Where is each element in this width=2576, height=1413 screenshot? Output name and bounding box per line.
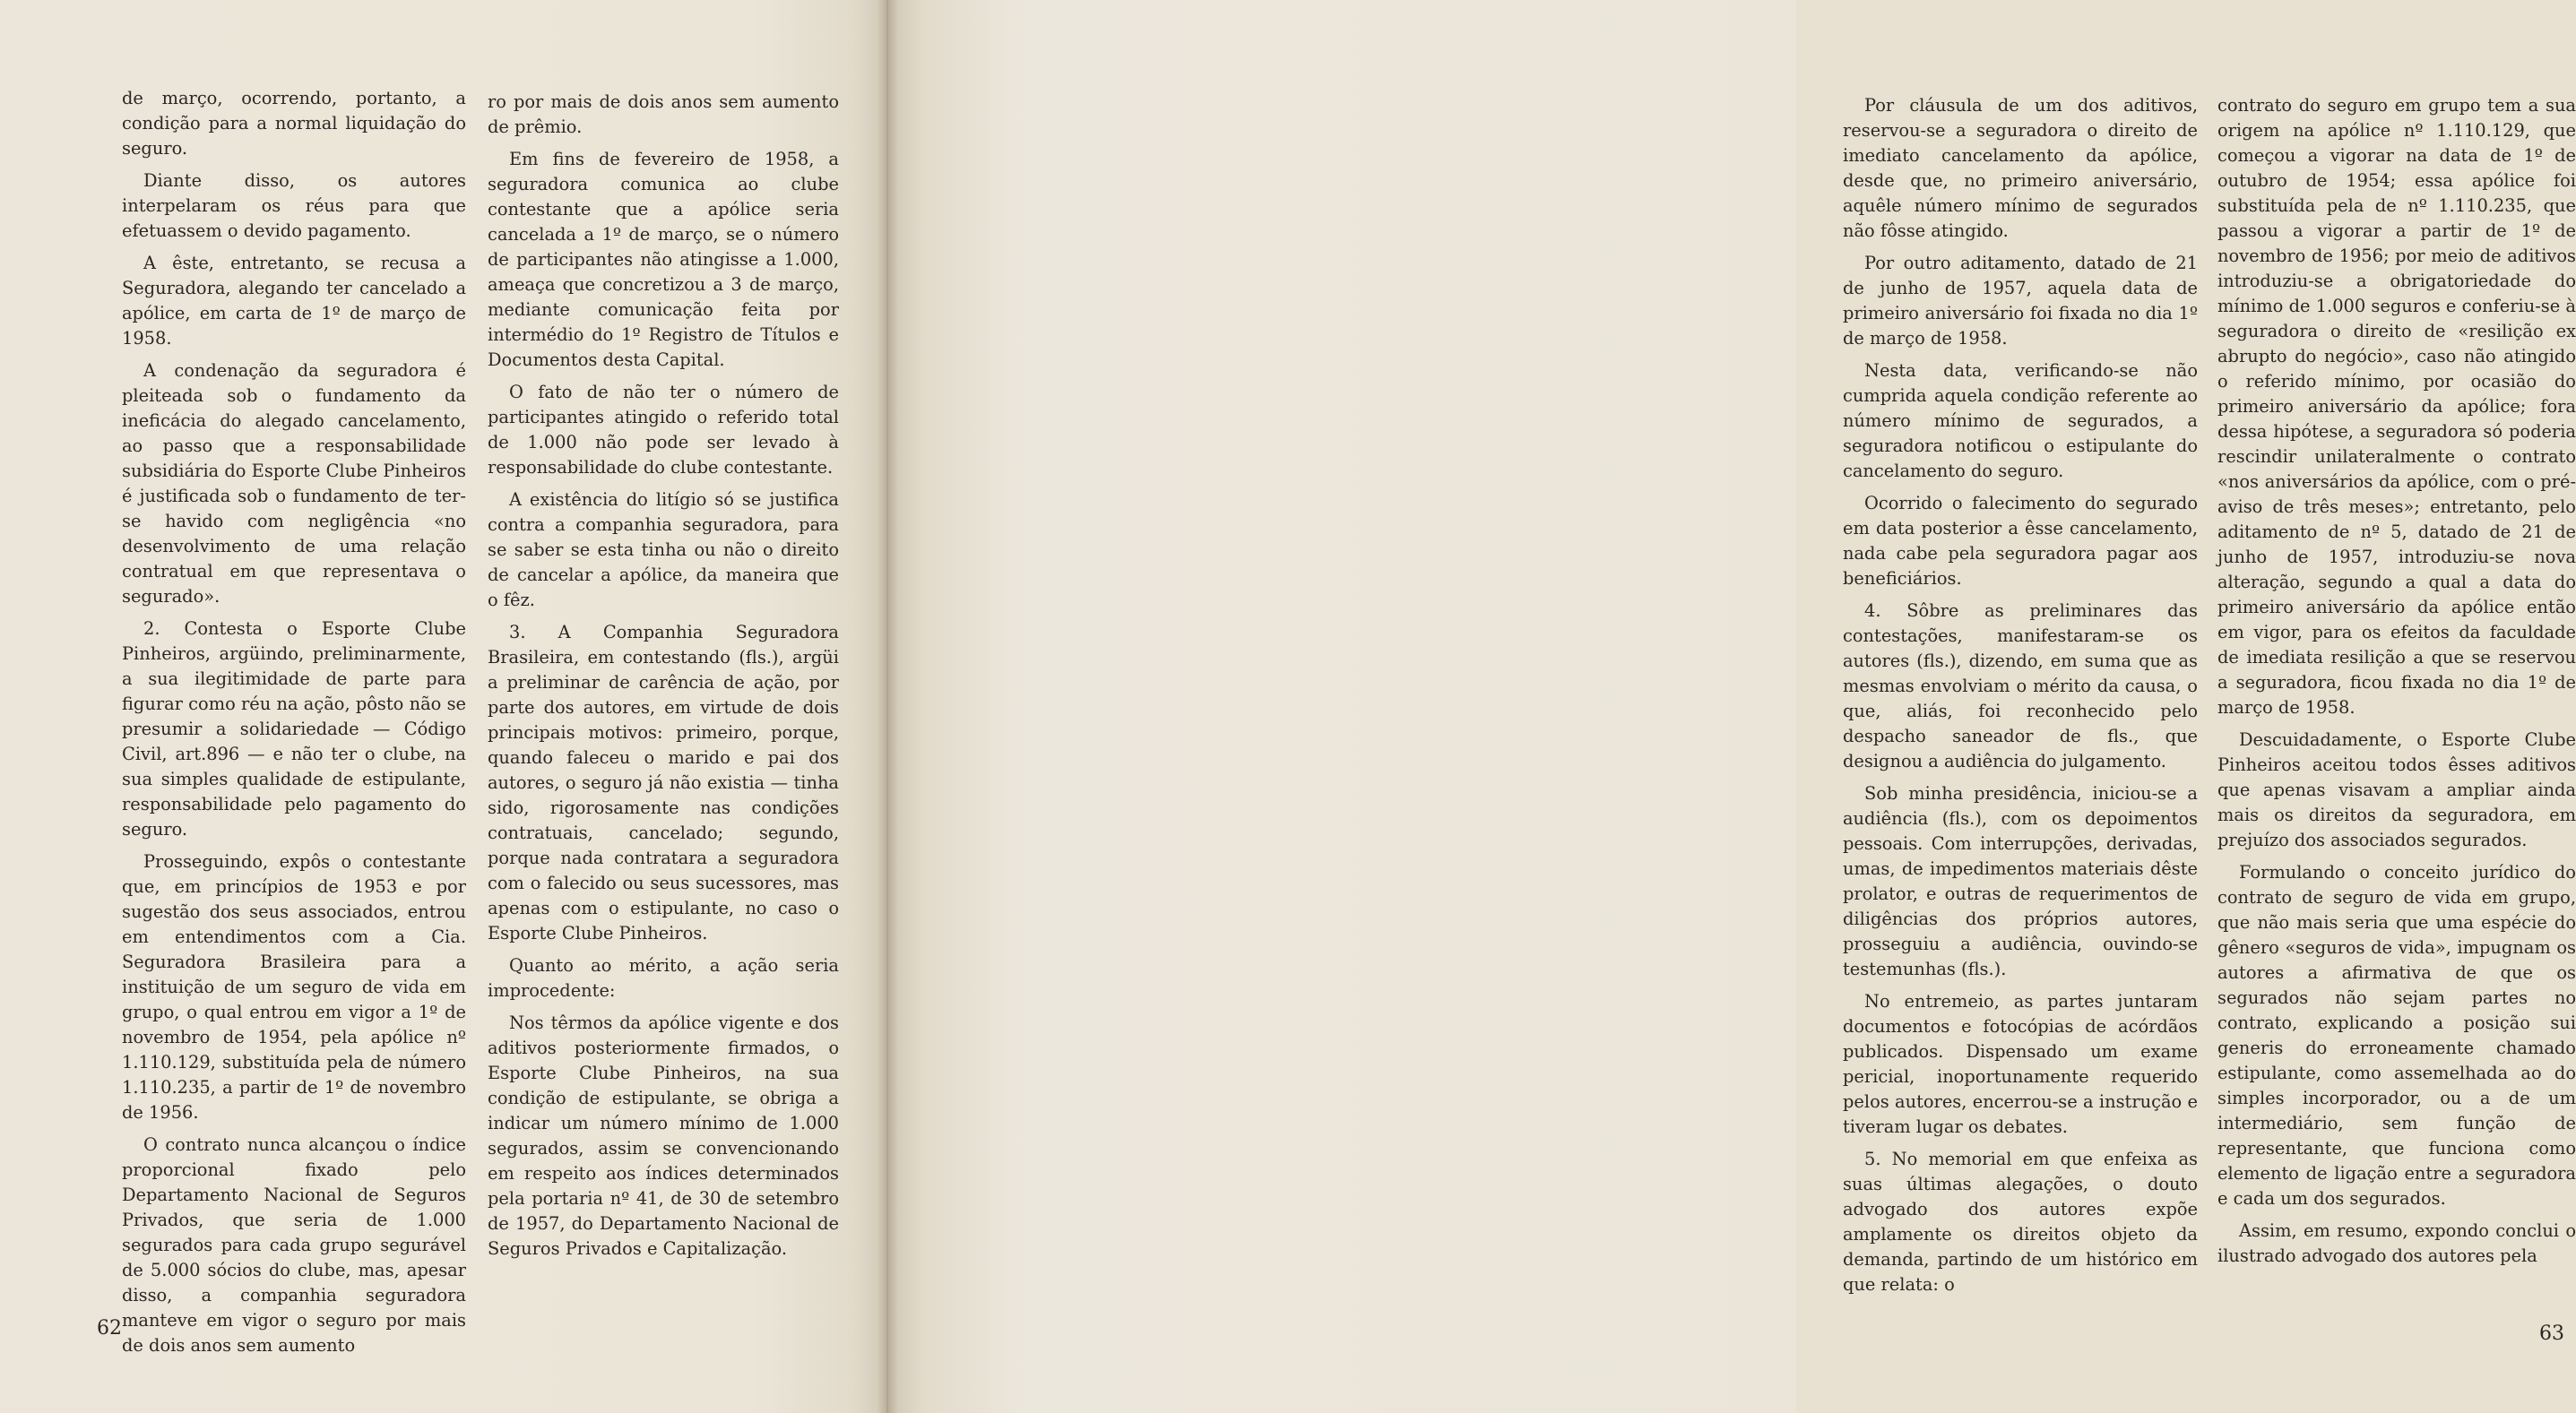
book-gutter	[877, 0, 898, 1413]
paragraph: Por cláusula de um dos aditivos, reservou-se a seguradora o direito de imediato cancelamento da apólice, desde que, no primeiro aniversário, aquêle número mínimo de segurados não fôsse atingido.	[1843, 95, 2198, 241]
paragraph: 2. Contesta o Esporte Clube Pinheiros, argüindo, preliminarmente, a sua ilegitimidade de parte para figurar como réu na ação, pôsto não se presumir a solidariedade — Código Civil, art.896 — e não ter o clube, na sua simples qualidade de estipulante, responsabilidade pelo pagamento do seguro.	[122, 618, 466, 840]
paragraph: contrato do seguro em grupo tem a sua origem na apólice nº 1.110.129, que começou a vigorar na data de 1º de outubro de 1954; essa apólice foi substituída pela de nº 1.110.235, que passou a vigorar a partir de 1º de novembro de 1956; por meio de aditivos introduziu-se a obrigatoriedade do mínimo de 1.000 seguros e conferiu-se à seguradora o direito de «resilição ex abrupto do negócio», caso não atingido o referido mínimo, por ocasião do primeiro aniversário da apólice; fora dessa hipótese, a seguradora só poderia rescindir unilateralmente o contrato «nos aniversários da apólice, com o pré-aviso de três meses»; entretanto, pelo aditamento de nº 5, datado de 21 de junho de 1957, introduziu-se nova alteração, segundo a qual a data do primeiro aniversário da apólice então em vigor, para os efeitos da faculdade de imediata resilição a que se reservou a seguradora, ficou fixada no dia 1º de março de 1958.	[2217, 95, 2576, 718]
paragraph: Formulando o conceito jurídico do contrato de seguro de vida em grupo, que não mais seria que uma espécie do gênero «seguros de vida», impugnam os autores a afirmativa de que os segurados não sejam partes no contrato, explicando a posição sui generis do erroneamente chamado estipulante, como assemelhada ao do simples incorporador, ou a de um intermediário, sem função de representante, que funciona como elemento de ligação entre a seguradora e cada um dos segurados.	[2217, 862, 2576, 1209]
paragraph: Diante disso, os autores interpelaram os réus para que efetuassem o devido pagamento.	[122, 170, 466, 241]
paragraph: Prosseguindo, expôs o contestante que, em princípios de 1953 e por sugestão dos seus associados, entrou em entendimentos com a Cia. Seguradora Brasileira para a instituição de um seguro de vida em grupo, o qual entrou em vigor a 1º de novembro de 1954, pela apólice nº 1.110.129, substituída pela de número 1.110.235, a partir de 1º de novembro de 1956.	[122, 851, 466, 1123]
paragraph: Assim, em resumo, expondo conclui o ilustrado advogado dos autores pela	[2217, 1220, 2576, 1266]
paragraph: A condenação da seguradora é pleiteada sob o fundamento da ineficácia do alegado cancelamento, ao passo que a responsabilidade subsidiária do Esporte Clube Pinheiros é justificada sob o fundamento de ter-se havido com negligência «no desenvolvimento de uma relação contratual em que representava o segurado».	[122, 360, 466, 607]
paragraph: de março, ocorrendo, portanto, a condição para a normal liquidação do seguro.	[122, 88, 466, 159]
paragraph: No entremeio, as partes juntaram documentos e fotocópias de acórdãos publicados. Dispensado um exame pericial, inoportunamente requerido pelos autores, encerrou-se a instrução e tiveram lugar os debates.	[1843, 991, 2198, 1137]
paragraph: 3. A Companhia Seguradora Brasileira, em contestando (fls.), argüi a preliminar de carência de ação, por parte dos autores, em virtude de dois principais motivos: primeiro, porque, quando faleceu o marido e pai dos autores, o seguro já não existia — tinha sido, rigorosamente nas condições contratuais, cancelado; segundo, porque nada contratara a seguradora com o falecido ou seus sucessores, mas apenas com o estipulante, no caso o Esporte Clube Pinheiros.	[488, 622, 839, 943]
left-page	[0, 0, 887, 1413]
paragraph: O contrato nunca alcançou o índice proporcional fixado pelo Departamento Nacional de Seguros Privados, que seria de 1.000 segurados para cada grupo segurável de 5.000 sócios do clube, mas, apesar disso, a companhia seguradora manteve em vigor o seguro por mais de dois anos sem aumento	[122, 1134, 466, 1356]
paragraph: O fato de não ter o número de participantes atingido o referido total de 1.000 não pode ser levado à responsabilidade do clube contestante.	[488, 382, 839, 478]
paragraph: Quanto ao mérito, a ação seria improcedente:	[488, 955, 839, 1001]
paragraph: Nesta data, verificando-se não cumprida aquela condição referente ao número mínimo de segurados, a seguradora notificou o estipulante do cancelamento do seguro.	[1843, 360, 2198, 481]
right-page-column-2	[2217, 93, 2576, 1276]
page-number-right: 63	[2539, 1323, 2564, 1345]
left-page-column-1	[122, 86, 466, 1366]
left-page-column-2	[488, 90, 839, 1269]
right-page	[887, 0, 2576, 1413]
page-number-left: 62	[97, 1317, 122, 1340]
paragraph: 4. Sôbre as preliminares das contestações, manifestaram-se os autores (fls.), dizendo, em suma que as mesmas envolviam o mérito da causa, o que, aliás, foi reconhecido pelo despacho saneador de fls., que designou a audiência do julgamento.	[1843, 600, 2198, 771]
paragraph: Nos têrmos da apólice vigente e dos aditivos posteriormente firmados, o Esporte Clube Pinheiros, na sua condição de estipulante, se obriga a indicar um número mínimo de 1.000 segurados, assim se convencionando em respeito aos índices determinados pela portaria nº 41, de 30 de setembro de 1957, do Departamento Nacional de Seguros Privados e Capitalização.	[488, 1012, 839, 1259]
right-page-column-1	[1843, 93, 2198, 1305]
paragraph: Em fins de fevereiro de 1958, a seguradora comunica ao clube contestante que a apólice seria cancelada a 1º de março, se o número de participantes não atingisse a 1.000, ameaça que concretizou a 3 de março, mediante comunicação feita por intermédio do 1º Registro de Títulos e Documentos desta Capital.	[488, 149, 839, 370]
paragraph: A existência do litígio só se justifica contra a companhia seguradora, para se saber se esta tinha ou não o direito de cancelar a apólice, da maneira que o fêz.	[488, 489, 839, 610]
paragraph: A êste, entretanto, se recusa a Seguradora, alegando ter cancelado a apólice, em carta de 1º de março de 1958.	[122, 253, 466, 349]
paragraph: Ocorrido o falecimento do segurado em data posterior a êsse cancelamento, nada cabe pela seguradora pagar aos beneficiários.	[1843, 493, 2198, 589]
paragraph: Por outro aditamento, datado de 21 de junho de 1957, aquela data de primeiro aniversário foi fixada no dia 1º de março de 1958.	[1843, 253, 2198, 349]
paragraph: 5. No memorial em que enfeixa as suas últimas alegações, o douto advogado dos autores expõe amplamente os direitos objeto da demanda, partindo de um histórico em que relata: o	[1843, 1149, 2198, 1295]
paragraph: ro por mais de dois anos sem aumento de prêmio.	[488, 91, 839, 137]
paragraph: Descuidadamente, o Esporte Clube Pinheiros aceitou todos êsses aditivos que apenas visavam a ampliar ainda mais os direitos da seguradora, em prejuízo dos associados segurados.	[2217, 729, 2576, 850]
paragraph: Sob minha presidência, iniciou-se a audiência (fls.), com os depoimentos pessoais. Com interrupções, derivadas, umas, de impedimentos materiais dêste prolator, e outras de requerimentos de diligências dos próprios autores, prosseguiu a audiência, ouvindo-se testemunhas (fls.).	[1843, 783, 2198, 979]
